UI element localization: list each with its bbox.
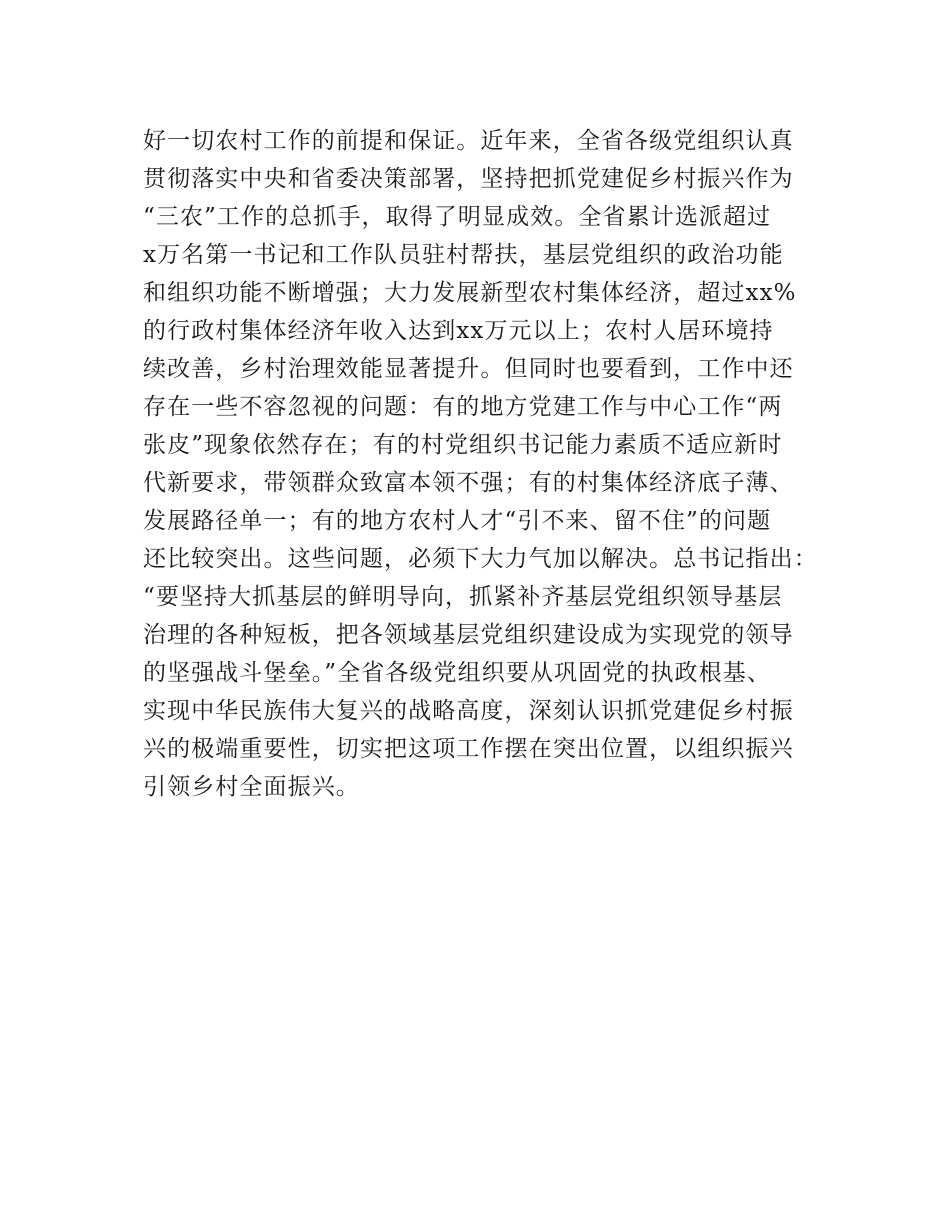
text-line: 存在一些不容忽视的问题：有的地方党建工作与中心工作“两 [143, 394, 783, 420]
text-line: 实现中华民族伟大复兴的战略高度，深刻认识抓党建促乡村振 [143, 698, 794, 724]
text-line: 还比较突出。这些问题，必须下大力气加以解决。总书记指出： [143, 546, 818, 572]
text-line: 发展路径单一；有的地方农村人才“引不来、留不住”的问题 [143, 508, 772, 534]
text-line: 张皮”现象依然存在；有的村党组织书记能力素质不适应新时 [143, 432, 783, 458]
text-line: 兴的极端重要性，切实把这项工作摆在突出位置，以组织振兴 [143, 736, 794, 762]
text-line: 的坚强战斗堡垒。”全省各级党组织要从巩固党的执政根基、 [143, 660, 771, 686]
text-line: 代新要求，带领群众致富本领不强；有的村集体经济底子薄、 [143, 470, 794, 496]
text-line: 和组织功能不断增强；大力发展新型农村集体经济，超过xx% [143, 280, 797, 306]
text-line: 的行政村集体经济年收入达到xx万元以上；农村人居环境持 [143, 318, 774, 344]
text-line: 续改善，乡村治理效能显著提升。但同时也要看到，工作中还 [143, 356, 794, 382]
text-line: “要坚持大抓基层的鲜明导向，抓紧补齐基层党组织领导基层 [143, 584, 783, 610]
text-line: “三农”工作的总抓手，取得了明显成效。全省累计选派超过 [143, 204, 772, 230]
text-line: 引领乡村全面振兴。 [143, 774, 360, 800]
body-paragraph [143, 122, 843, 806]
text-line: 贯彻落实中央和省委决策部署，坚持把抓党建促乡村振兴作为 [143, 166, 794, 192]
text-line: 治理的各种短板，把各领域基层党组织建设成为实现党的领导 [143, 622, 794, 648]
text-line: 好一切农村工作的前提和保证。近年来，全省各级党组织认真 [143, 128, 794, 154]
text-line: x万名第一书记和工作队员驻村帮扶，基层党组织的政治功能 [143, 242, 784, 268]
